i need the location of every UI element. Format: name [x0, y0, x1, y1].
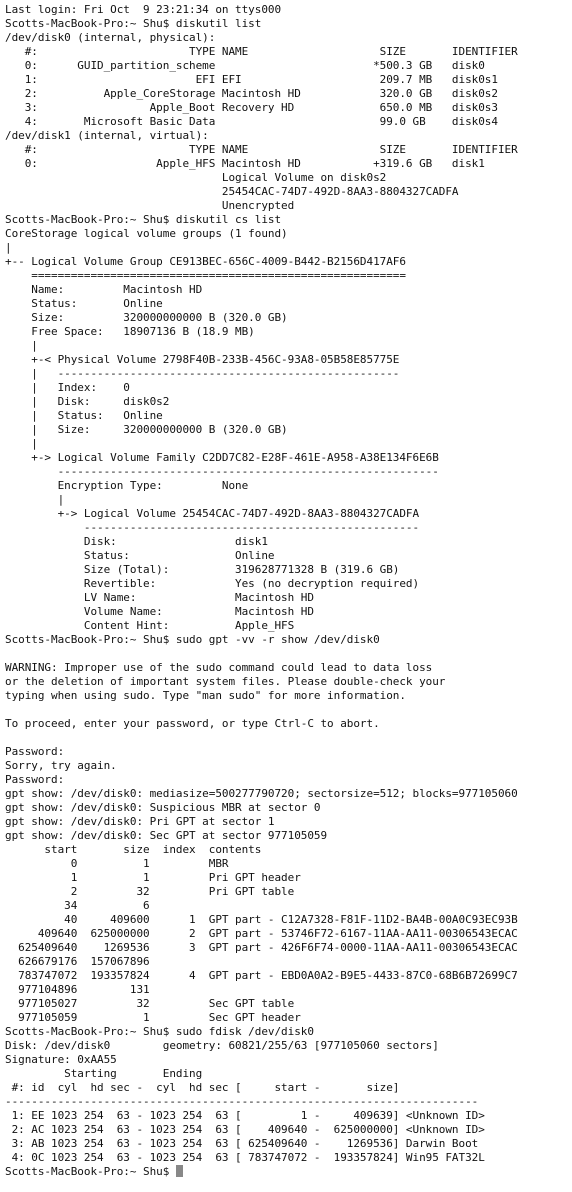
terminal-line: Name: Macintosh HD [5, 283, 203, 296]
terminal-line: 3: AB 1023 254 63 - 1023 254 63 [ 625409640 - 1269536] Darwin Boot [5, 1137, 479, 1150]
terminal-line: /dev/disk1 (internal, virtual): [5, 129, 209, 142]
terminal-line: 625409640 1269536 3 GPT part - 426F6F74-0000-11AA-AA11-00306543ECAC [5, 941, 518, 954]
terminal-line: Disk: disk1 [5, 535, 268, 548]
terminal-line: LV Name: Macintosh HD [5, 591, 314, 604]
terminal-line: 0: Apple_HFS Macintosh HD +319.6 GB disk1 [5, 157, 485, 170]
terminal-line: 977105059 1 Sec GPT header [5, 1011, 301, 1024]
terminal-line: ------------------------------------------------------------------------ [5, 1095, 479, 1108]
terminal-line: 4: Microsoft Basic Data 99.0 GB disk0s4 [5, 115, 498, 128]
terminal-line: 2 32 Pri GPT table [5, 885, 295, 898]
terminal-line: or the deletion of important system files. Please double-check your [5, 675, 446, 688]
terminal-line: Status: Online [5, 549, 275, 562]
terminal-line: Signature: 0xAA55 [5, 1053, 117, 1066]
terminal-line: | Index: 0 [5, 381, 130, 394]
terminal-output [5, 3, 572, 1165]
terminal-line: 1 1 Pri GPT header [5, 871, 301, 884]
terminal-line: Volume Name: Macintosh HD [5, 605, 314, 618]
terminal-line: start size index contents [5, 843, 262, 856]
terminal-line: gpt show: /dev/disk0: Pri GPT at sector 1 [5, 815, 275, 828]
terminal-line: /dev/disk0 (internal, physical): [5, 31, 216, 44]
terminal-line: WARNING: Improper use of the sudo command could lead to data loss [5, 661, 433, 674]
terminal-line: Disk: /dev/disk0 geometry: 60821/255/63 [977105060 sectors] [5, 1039, 439, 1052]
terminal-line: Scotts-MacBook-Pro:~ Shu$ diskutil list [5, 17, 262, 30]
terminal-line: 1: EE 1023 254 63 - 1023 254 63 [ 1 - 409639] <Unknown ID> [5, 1109, 485, 1122]
terminal-line [5, 703, 572, 717]
terminal-line [5, 731, 572, 745]
terminal-line: 977104896 131 [5, 983, 150, 996]
terminal-line: CoreStorage logical volume groups (1 found) [5, 227, 288, 240]
terminal-line: | ---------------------------------------------------- [5, 367, 400, 380]
terminal-line: 40 409600 1 GPT part - C12A7328-F81F-11D2-BA4B-00A0C93EC93B [5, 913, 518, 926]
terminal-line: 409640 625000000 2 GPT part - 53746F72-6167-11AA-AA11-00306543ECAC [5, 927, 518, 940]
terminal-line: 2: AC 1023 254 63 - 1023 254 63 [ 409640 - 625000000] <Unknown ID> [5, 1123, 485, 1136]
terminal-line: To proceed, enter your password, or type Ctrl-C to abort. [5, 717, 380, 730]
terminal-line: +-- Logical Volume Group CE913BEC-656C-4009-B442-B2156D417AF6 [5, 255, 406, 268]
text-cursor [176, 1165, 183, 1177]
terminal-line: gpt show: /dev/disk0: Suspicious MBR at sector 0 [5, 801, 321, 814]
terminal-line: 0: GUID_partition_scheme *500.3 GB disk0 [5, 59, 485, 72]
terminal-line: ---------------------------------------------------------- [5, 465, 439, 478]
terminal-line: 783747072 193357824 4 GPT part - EBD0A0A2-B9E5-4433-87C0-68B6B72699C7 [5, 969, 518, 982]
terminal-line: gpt show: /dev/disk0: mediasize=500277790720; sectorsize=512; blocks=977105060 [5, 787, 518, 800]
terminal-line: #: TYPE NAME SIZE IDENTIFIER [5, 45, 518, 58]
terminal-line: 25454CAC-74D7-492D-8AA3-8804327CADFA [5, 185, 459, 198]
terminal-line: | [5, 339, 38, 352]
terminal-line: 1: EFI EFI 209.7 MB disk0s1 [5, 73, 498, 86]
terminal-line: +-> Logical Volume 25454CAC-74D7-492D-8AA3-8804327CADFA [5, 507, 420, 520]
terminal-line: 977105027 32 Sec GPT table [5, 997, 295, 1010]
terminal-line: +-< Physical Volume 2798F40B-233B-456C-93A8-05B58E85775E [5, 353, 400, 366]
terminal-line: Password: [5, 745, 65, 758]
terminal-line: #: id cyl hd sec - cyl hd sec [ start - size] [5, 1081, 400, 1094]
terminal-line: | Status: Online [5, 409, 163, 422]
terminal-line: #: TYPE NAME SIZE IDENTIFIER [5, 143, 518, 156]
terminal-line: | Disk: disk0s2 [5, 395, 170, 408]
terminal-line: Password: [5, 773, 65, 786]
terminal-line: Free Space: 18907136 B (18.9 MB) [5, 325, 255, 338]
terminal-line: | [5, 437, 38, 450]
terminal-line: Status: Online [5, 297, 163, 310]
terminal-line: gpt show: /dev/disk0: Sec GPT at sector 977105059 [5, 829, 328, 842]
terminal-line: Scotts-MacBook-Pro:~ Shu$ sudo gpt -vv -r show /dev/disk0 [5, 633, 380, 646]
terminal-line: 2: Apple_CoreStorage Macintosh HD 320.0 GB disk0s2 [5, 87, 498, 100]
terminal-line: Content Hint: Apple_HFS [5, 619, 295, 632]
terminal-line: Sorry, try again. [5, 759, 117, 772]
terminal-line: 3: Apple_Boot Recovery HD 650.0 MB disk0s3 [5, 101, 498, 114]
terminal-line: Size (Total): 319628771328 B (319.6 GB) [5, 563, 400, 576]
terminal-line: 626679176 157067896 [5, 955, 150, 968]
terminal-line: | Size: 320000000000 B (320.0 GB) [5, 423, 288, 436]
terminal-line: Last login: Fri Oct 9 23:21:34 on ttys000 [5, 3, 282, 16]
terminal-line: 4: 0C 1023 254 63 - 1023 254 63 [ 783747072 - 193357824] Win95 FAT32L [5, 1151, 485, 1164]
terminal-line: Scotts-MacBook-Pro:~ Shu$ diskutil cs list [5, 213, 282, 226]
terminal-line: Scotts-MacBook-Pro:~ Shu$ sudo fdisk /dev/disk0 [5, 1025, 314, 1038]
current-prompt-line[interactable] [5, 1165, 572, 1179]
terminal-line: Encryption Type: None [5, 479, 249, 492]
terminal-line: Unencrypted [5, 199, 295, 212]
terminal-line: 34 6 [5, 899, 150, 912]
terminal-line: Revertible: Yes (no decryption required) [5, 577, 420, 590]
terminal-line: 0 1 MBR [5, 857, 229, 870]
terminal-line: | [5, 493, 65, 506]
terminal-line: | [5, 241, 12, 254]
terminal-line: +-> Logical Volume Family C2DD7C82-E28F-461E-A958-A38E134F6E6B [5, 451, 439, 464]
shell-prompt: Scotts-MacBook-Pro:~ Shu$ [5, 1165, 176, 1178]
terminal-line: typing when using sudo. Type "man sudo" for more information. [5, 689, 406, 702]
terminal-line: Size: 320000000000 B (320.0 GB) [5, 311, 288, 324]
terminal-line: ========================================================= [5, 269, 406, 282]
terminal-line [5, 647, 572, 661]
terminal-line: --------------------------------------------------- [5, 521, 420, 534]
terminal-line: Logical Volume on disk0s2 [5, 171, 387, 184]
terminal-line: Starting Ending [5, 1067, 203, 1080]
